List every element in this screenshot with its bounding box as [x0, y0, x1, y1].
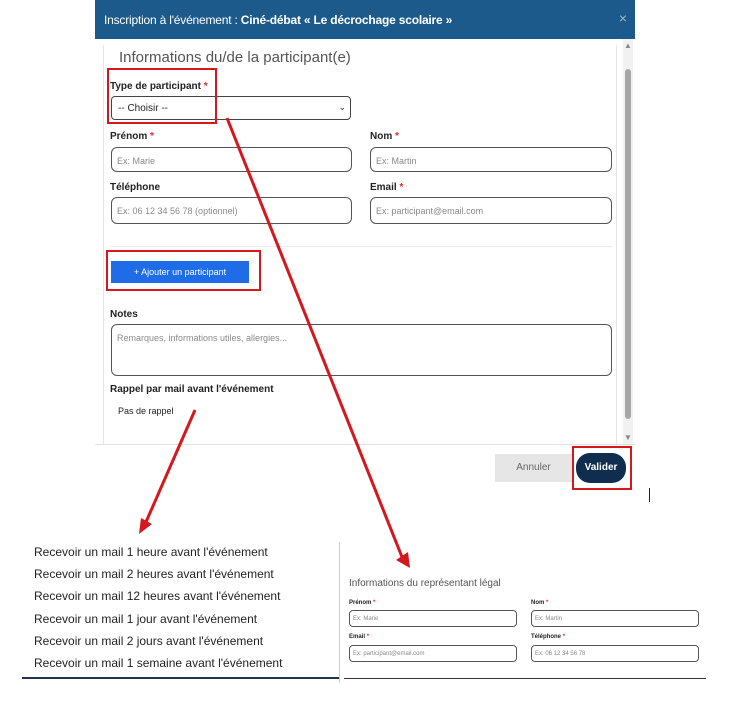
scroll-up-icon[interactable]: ▲ [624, 41, 632, 50]
telephone-label: Téléphone [110, 182, 161, 193]
required-marker: * [373, 600, 376, 606]
list-item[interactable]: Recevoir un mail 1 semaine avant l'événement [34, 656, 283, 670]
annotation-arrowhead [396, 552, 410, 568]
email-label-text: Email [370, 182, 397, 193]
rep-prenom-input[interactable]: Ex: Marie [349, 610, 517, 627]
prenom-input[interactable]: Ex: Marie [111, 147, 352, 172]
required-marker: * [366, 634, 370, 640]
list-item[interactable]: Recevoir un mail 2 jours avant l'événement [34, 634, 264, 648]
list-item[interactable]: Recevoir un mail 1 heure avant l'événement [34, 545, 268, 559]
reminder-select-value[interactable]: Pas de rappel [118, 406, 174, 416]
list-item[interactable]: Recevoir un mail 12 heures avant l'événement [34, 589, 281, 603]
rep-nom-label-text: Nom [531, 600, 545, 606]
annotation-arrow-line [146, 410, 195, 522]
required-marker: * [562, 634, 566, 640]
participant-type-label-text: Type de participant [110, 81, 201, 92]
rep-telephone-label-text: Téléphone [531, 634, 562, 640]
rep-nom-input[interactable]: Ex: Martin [531, 610, 699, 627]
required-marker: * [150, 131, 154, 142]
email-input[interactable]: Ex: participant@email.com [370, 197, 612, 224]
section-title: Informations du/de la participant(e) [119, 49, 351, 66]
close-icon[interactable]: × [618, 10, 627, 26]
rep-email-label-text: Email [349, 634, 366, 640]
rep-telephone-input[interactable]: Ex: 06 12 34 56 78 [531, 645, 699, 662]
chevron-down-icon: ⌄ [338, 102, 346, 112]
rep-email-input[interactable]: Ex: participant@email.com [349, 645, 517, 662]
reminder-label: Rappel par mail avant l'événement [110, 384, 274, 395]
required-marker: * [546, 600, 549, 606]
add-participant-button[interactable]: + Ajouter un participant [111, 261, 249, 283]
legal-representative-title: Informations du représentant légal [349, 578, 501, 589]
scroll-down-icon[interactable]: ▼ [624, 433, 632, 442]
participant-type-value: -- Choisir -- [118, 103, 168, 114]
cancel-button[interactable]: Annuler [495, 454, 572, 482]
rep-prenom-label-text: Prénom [349, 600, 372, 606]
nom-label-text: Nom [370, 131, 393, 142]
notes-label: Notes [110, 309, 138, 320]
required-marker: * [203, 81, 208, 92]
modal-title-prefix: Inscription à l'événement : [104, 13, 241, 27]
notes-textarea[interactable]: Remarques, informations utiles, allergies... [111, 324, 612, 376]
nom-input[interactable]: Ex: Martin [370, 147, 612, 172]
telephone-input[interactable]: Ex: 06 12 34 56 78 (optionnel) [111, 197, 352, 224]
required-marker: * [395, 131, 399, 142]
annotation-arrow-line [227, 118, 402, 557]
modal-title-event: Ciné-débat « Le décrochage scolaire » [240, 13, 453, 27]
prenom-label-text: Prénom [110, 131, 148, 142]
list-item[interactable]: Recevoir un mail 2 heures avant l'événement [34, 567, 274, 581]
submit-button[interactable]: Valider [576, 453, 626, 483]
list-item[interactable]: Recevoir un mail 1 jour avant l'événement [34, 612, 258, 626]
required-marker: * [399, 182, 404, 193]
